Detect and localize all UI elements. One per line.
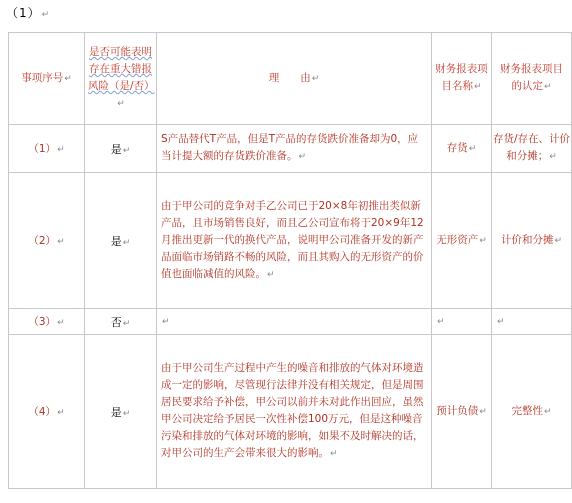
header-assertion: 财务报表项目的认定↵ [492, 33, 572, 125]
header-reason: 理 由↵ [157, 33, 432, 125]
row-risk: 否↵ [85, 309, 157, 335]
table-row [9, 173, 572, 309]
header-risk: 是否可能表明存在重大错报风险（是/否）↵ [85, 33, 157, 125]
row-seq: （3）↵ [9, 309, 85, 335]
row-account: 无形资产↵ [432, 173, 492, 309]
row-account: ↵ [432, 309, 492, 335]
row-reason: 由于甲公司生产过程中产生的噪音和排放的气体对环境造成一定的影响，尽管现行法律并没有相关规定，但是周围居民要求给予补偿，甲公司以前并未对此作出回应，虽然甲公司决定给予居民一次性补偿100万元，但是这种噪音污染和排放的气体对环境的影响，如果不及时解决的话，对甲公司的生产会带来很大的影响。↵ [157, 335, 432, 489]
row-account: 存货↵ [432, 125, 492, 173]
row-reason: ↵ [157, 309, 432, 335]
row-risk: 是↵ [85, 335, 157, 489]
table-row [9, 125, 572, 173]
section-heading [6, 4, 50, 21]
row-reason: 由于甲公司的竞争对手乙公司已于20×8年初推出类似新产品，且市场销售良好，而且乙公司宣布将于20×9年12月推出更新一代的换代产品，说明甲公司准备开发的新产品面临市场销路不畅的风险，而且其购入的无形资产的价值也面临减值的风险。↵ [157, 173, 432, 309]
header-seq: 事项序号↵ [9, 33, 85, 125]
risk-assessment-table [8, 32, 572, 489]
row-assertion: ↵ [492, 309, 572, 335]
table-header-row [9, 33, 572, 125]
row-assertion: 存货/存在、计价和分摊；↵ [492, 125, 572, 173]
row-assertion: 完整性↵ [492, 335, 572, 489]
section-number: （1） [6, 6, 41, 20]
row-seq: （1）↵ [9, 125, 85, 173]
table-row [9, 335, 572, 489]
row-seq: （2）↵ [9, 173, 85, 309]
header-account: 财务报表项目名称↵ [432, 33, 492, 125]
row-risk: 是↵ [85, 173, 157, 309]
row-risk: 是↵ [85, 125, 157, 173]
paragraph-mark-icon: ↵ [41, 10, 51, 20]
row-assertion: 计价和分摊↵ [492, 173, 572, 309]
row-account: 预计负债↵ [432, 335, 492, 489]
row-seq: （4）↵ [9, 335, 85, 489]
row-reason: S产品替代T产品，但是T产品的存货跌价准备却为0，应当计提大额的存货跌价准备。↵ [157, 125, 432, 173]
table-row [9, 309, 572, 335]
